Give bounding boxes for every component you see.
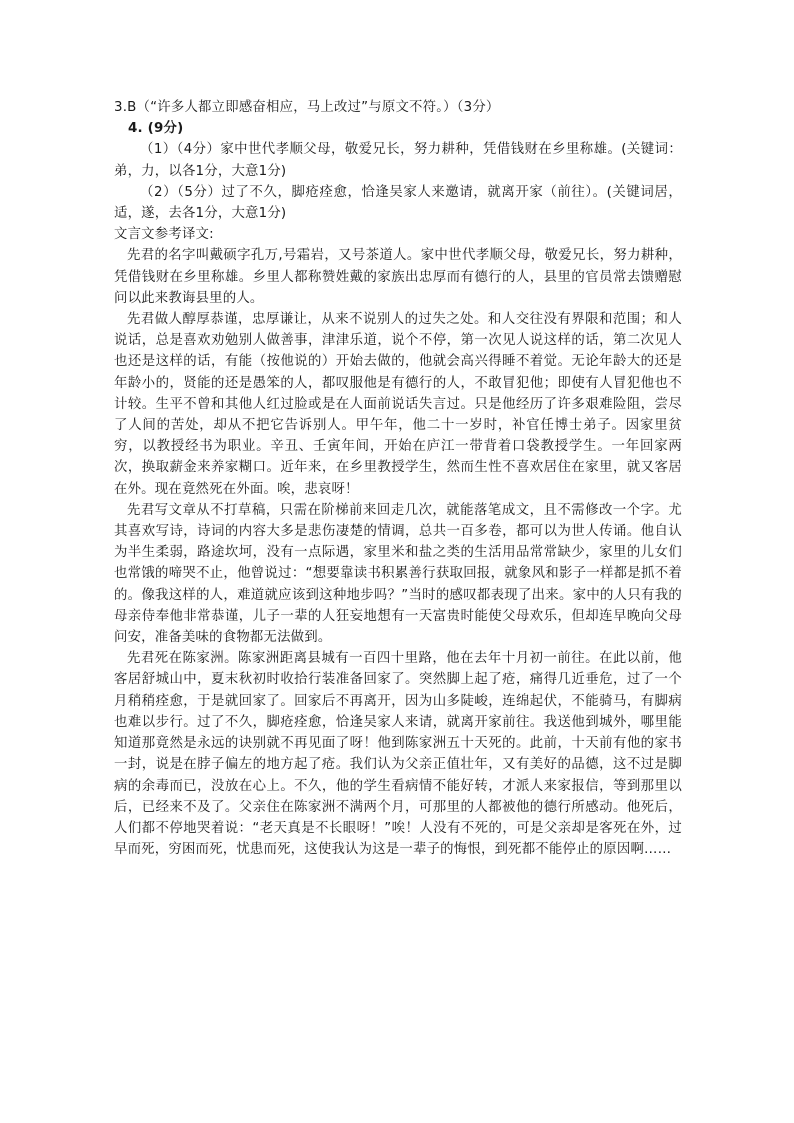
answer-q4-part2: （2）（5分）过了不久，脚疮痊愈，恰逢吴家人来邀请，就离开家（前往）。(关键词居，适，遂，去各1分，大意1分) bbox=[114, 184, 682, 222]
translation-paragraph-2: 先君做人醇厚恭谨，忠厚谦让，从来不说别人的过失之处。和人交往没有界限和范围；和人说话，总是喜欢劝勉别人做善事，津津乐道，说个不停，第一次见人说这样的话，第二次见人也还是这样的话，有能（按他说的）开始去做的，他就会高兴得睡不着觉。无论年龄大的还是年龄小的，贤能的还是愚笨的人，都叹服他是有德行的人，不敢冒犯他；即使有人冒犯他也不计较。生平不曾和其他人红过脸或是在人面前说话失言过。只是他经历了许多艰难险阻，尝尽了人间的苦处，却从不把它告诉别人。甲午年，他二十一岁时，补官任博士弟子。因家里贫穷，以教授经书为职业。辛丑、壬寅年间，开始在庐江一带背着口袋教授学生。一年回家两次，换取薪金来养家糊口。近年来，在乡里教授学生，然而生性不喜欢居住在家里，就又客居在外。现在竟然死在外面。唉，悲哀呀！ bbox=[114, 312, 682, 497]
answer-q4-title: 4. (9分) bbox=[128, 121, 184, 137]
translation-paragraph-4: 先君死在陈家洲。陈家洲距离县城有一百四十里路，他在去年十月初一前往。在此以前，他客居舒城山中，夏末秋初时收拾行装准备回家了。突然脚上起了疮，痛得几近垂危，过了一个月稍稍痊愈，于是就回家了。回家后不再离开，因为山多陡峻，连绵起伏，不能骑马，有脚病也难以步行。过了不久，脚疮痊愈，恰逢吴家人来请，就离开家前往。我送他到城外，哪里能知道那竟然是永远的诀别就不再见面了呀！他到陈家洲五十天死的。此前，十天前有他的家书一封，说是在脖子偏左的地方起了疮。我们认为父亲正值壮年，又有美好的品德，这不过是脚病的余毒而已，没放在心上。不久，他的学生看病情不能好转，才派人来家报信，等到那里以后，已经来不及了。父亲住在陈家洲不满两个月，可那里的人都被他的德行所感动。他死后，人们都不停地哭着说：“老天真是不长眼呀！”唉！人没有不死的，可是父亲却是客死在外，过早而死，穷困而死，忧患而死，这使我认为这是一辈子的悔恨，到死都不能停止的原因啊…… bbox=[114, 651, 682, 858]
translation-heading: 文言文参考译文: bbox=[114, 227, 214, 243]
translation-paragraph-1: 先君的名字叫戴硕字孔万,号霜岩，又号茶道人。家中世代孝顺父母，敬爱兄长，努力耕种，凭借钱财在乡里称雄。乡里人都称赞姓戴的家族出忠厚而有德行的人，县里的官员常去馈赠慰问以此来教诲县里的人。 bbox=[114, 248, 682, 306]
answer-q4-part1: （1）（4分）家中世代孝顺父母，敬爱兄长，努力耕种，凭借钱财在乡里称雄。(关键词：弟，力，以各1分，大意1分) bbox=[114, 142, 682, 179]
translation-paragraph-3: 先君写文章从不打草稿，只需在阶梯前来回走几次，就能落笔成文，且不需修改一个字。尤其喜欢写诗，诗词的内容大多是悲伤凄楚的情调，总共一百多卷，都可以为世人传诵。他自认为半生柔弱，路途坎坷，没有一点际遇，家里米和盐之类的生活用品常常缺少，家里的儿女们也常饿的啼哭不止，他曾说过：“想要靠读书积累善行获取回报，就象风和影子一样都是抓不着的。像我这样的人，难道就应该到这种地步吗？”当时的感叹都表现了出来。家中的人只有我的母亲侍奉他非常恭谨，儿子一辈的人狂妄地想有一天富贵时能使父母欢乐，但却连早晚向父母问安，准备美味的食物都无法做到。 bbox=[114, 502, 682, 646]
answer-key-page bbox=[114, 97, 682, 860]
answer-q3: 3.B（“许多人都立即感奋相应，马上改过”与原文不符。）（3分） bbox=[114, 100, 500, 115]
